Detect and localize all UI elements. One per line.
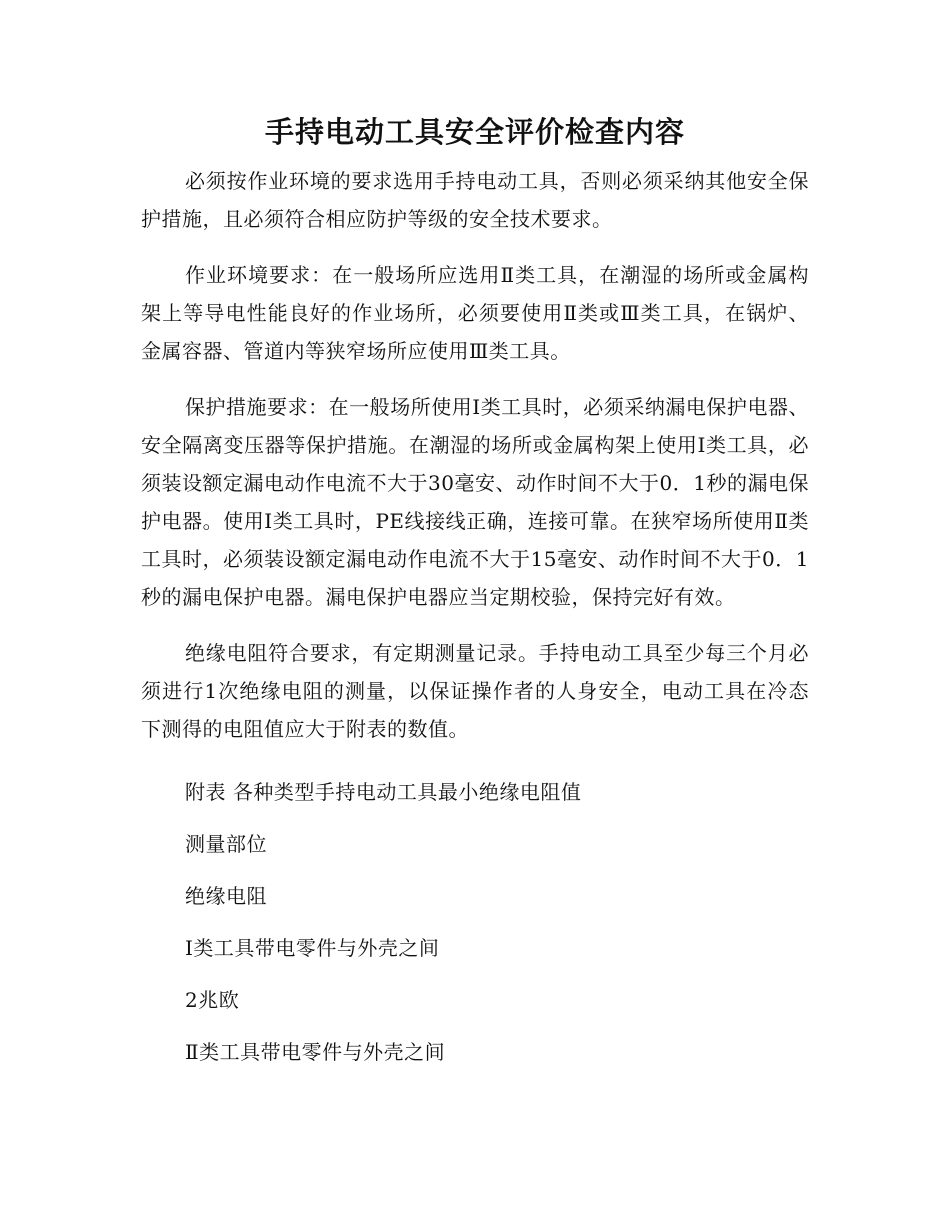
appendix-table-title: 附表 各种类型手持电动工具最小绝缘电阻值 [185, 780, 582, 804]
table-cell-class-ii-location: Ⅱ类工具带电零件与外壳之间 [185, 1040, 446, 1064]
paragraph-tool-selection: 必须按作业环境的要求选用手持电动工具，否则必须采纳其他安全保护措施，且必须符合相应防护等级的安全技术要求。 [141, 169, 809, 231]
table-cell-class-i-value: 2兆欧 [185, 988, 240, 1012]
table-header-measurement-location: 测量部位 [185, 832, 267, 856]
document-title: 手持电动工具安全评价检查内容 [264, 115, 685, 149]
paragraph-protection-requirements: 保护措施要求：在一般场所使用Ⅰ类工具时，必须采纳漏电保护电器、安全隔离变压器等保护措施。在潮湿的场所或金属构架上使用Ⅰ类工具，必须装设额定漏电动作电流不大于30毫安、动作时间不大于0．1秒的漏电保护电器。使用Ⅰ类工具时，PE线接线正确，连接可靠。在狭窄场所使用Ⅱ类工具时，必须装设额定漏电动作电流不大于15毫安、动作时间不大于0．1秒的漏电保护电器。漏电保护电器应当定期校验，保持完好有效。 [141, 395, 809, 609]
paragraph-environment-requirements: 作业环境要求：在一般场所应选用Ⅱ类工具，在潮湿的场所或金属构架上等导电性能良好的作业场所，必须要使用Ⅱ类或Ⅲ类工具，在锅炉、金属容器、管道内等狭窄场所应使用Ⅲ类工具。 [141, 263, 809, 363]
document-body [141, 162, 809, 1078]
paragraph-insulation-resistance: 绝缘电阻符合要求，有定期测量记录。手持电动工具至少每三个月必须进行1次绝缘电阻的测量，以保证操作者的人身安全，电动工具在冷态下测得的电阻值应大于附表的数值。 [141, 641, 809, 741]
table-cell-class-i-location: Ⅰ类工具带电零件与外壳之间 [185, 936, 440, 960]
table-header-insulation-resistance: 绝缘电阻 [185, 884, 267, 908]
